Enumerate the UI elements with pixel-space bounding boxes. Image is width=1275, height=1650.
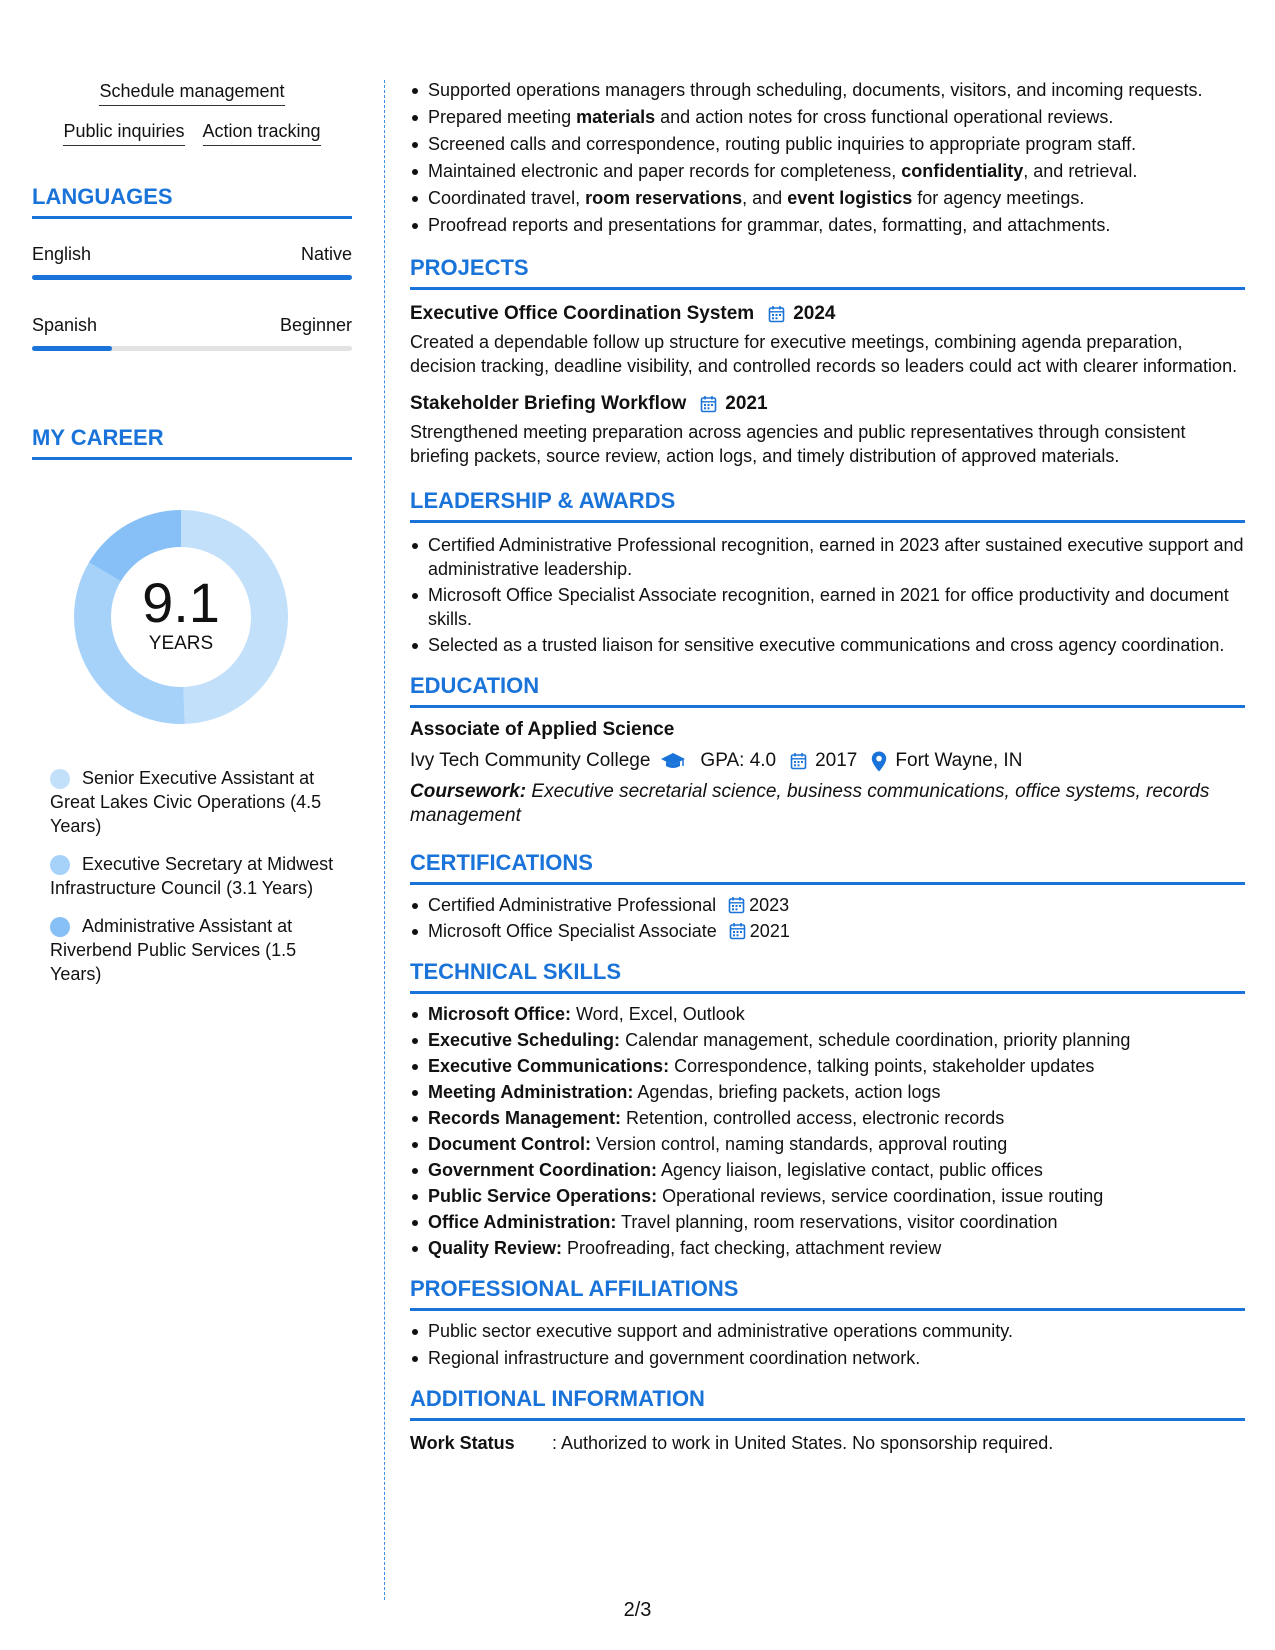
right-column <box>410 78 1245 1455</box>
section-title: MY CAREER <box>32 425 164 450</box>
left-column <box>32 80 352 1000</box>
info-label: Work Status <box>410 1433 515 1453</box>
affiliations-section <box>410 1276 1245 1370</box>
career-unit: YEARS <box>148 633 214 654</box>
career-total: 9.1 <box>142 571 220 634</box>
career-item-text: Administrative Assistant at Riverbend Public Services (1.5 Years) <box>50 916 297 984</box>
technical-skills-list <box>410 1002 1245 1260</box>
skill-label: Executive Communications: <box>428 1056 670 1076</box>
skill-value: Operational reviews, service coordination, issue routing <box>657 1186 1104 1206</box>
column-divider <box>384 80 385 1600</box>
list-item <box>410 893 1245 917</box>
section-title: CERTIFICATIONS <box>410 850 593 875</box>
language-item <box>32 243 352 280</box>
cert-name: Microsoft Office Specialist Associate <box>428 921 717 941</box>
project-name: Stakeholder Briefing Workflow <box>410 393 687 414</box>
language-bar-fill <box>32 275 352 280</box>
coursework-text: Executive secretarial science, business communications, office systems, records management <box>410 781 1210 826</box>
project-name: Executive Office Coordination System <box>410 303 755 324</box>
skill-item <box>410 1236 1245 1260</box>
projects-section <box>410 255 1245 468</box>
language-bar <box>32 275 352 280</box>
location-pin-icon <box>871 751 887 772</box>
skill-value: Word, Excel, Outlook <box>571 1004 745 1024</box>
skill-item <box>410 1054 1245 1078</box>
language-item <box>32 314 352 351</box>
awards-section <box>410 488 1245 657</box>
experience-bullet: Proofread reports and presentations for grammar, dates, formatting, and attachments. <box>410 213 1245 237</box>
certifications-section <box>410 850 1245 943</box>
skill-label: Document Control: <box>428 1134 591 1154</box>
calendar-icon <box>768 305 785 323</box>
skill-label: Government Coordination: <box>428 1160 657 1180</box>
list-item: Public sector executive support and administrative operations community. <box>410 1319 1245 1343</box>
section-rule <box>410 882 1245 885</box>
skill-tag: Action tracking <box>203 120 321 146</box>
list-item <box>410 919 1245 943</box>
section-rule <box>410 1418 1245 1421</box>
skill-item <box>410 1132 1245 1156</box>
awards-list <box>410 533 1245 657</box>
education-section <box>410 673 1245 828</box>
career-dot <box>50 855 70 875</box>
education-coursework <box>410 780 1245 828</box>
skill-label: Public Service Operations: <box>428 1186 658 1206</box>
experience-bullet: Coordinated travel, room reservations, and event logistics for agency meetings. <box>410 186 1245 210</box>
section-rule <box>32 216 352 219</box>
career-list <box>32 766 352 986</box>
skill-value: Retention, controlled access, electronic records <box>621 1108 1005 1128</box>
language-level: Beginner <box>279 315 352 335</box>
cert-year: 2021 <box>749 921 790 941</box>
career-item <box>50 852 352 900</box>
info-value: : Authorized to work in United States. No sponsorship required. <box>552 1433 1054 1453</box>
career-dot <box>50 917 70 937</box>
project-description: Strengthened meeting preparation across agencies and public representatives through consistent briefing packets, source review, action logs, and timely distribution of approved materials. <box>410 422 1186 466</box>
skill-item <box>410 1184 1245 1208</box>
career-dot <box>50 769 70 789</box>
project-year: 2024 <box>793 303 836 324</box>
languages-section <box>32 184 352 351</box>
section-title: PROFESSIONAL AFFILIATIONS <box>410 1276 739 1301</box>
experience-bullet: Prepared meeting materials and action notes for cross functional operational reviews. <box>410 105 1245 129</box>
career-item-text: Executive Secretary at Midwest Infrastructure Council (3.1 Years) <box>50 854 334 898</box>
skill-tags <box>32 80 352 146</box>
section-title: LANGUAGES <box>32 184 173 209</box>
career-item <box>50 914 352 986</box>
skill-label: Executive Scheduling: <box>428 1030 621 1050</box>
section-title: PROJECTS <box>410 255 529 280</box>
section-rule <box>32 457 352 460</box>
skill-value: Correspondence, talking points, stakeholder updates <box>669 1056 1095 1076</box>
skill-value: Agency liaison, legislative contact, public offices <box>657 1160 1043 1180</box>
education-degree: Associate of Applied Science <box>410 719 675 740</box>
info-row <box>410 1431 1245 1455</box>
skill-value: Proofreading, fact checking, attachment review <box>562 1238 942 1258</box>
skill-item <box>410 1158 1245 1182</box>
education-gpa: GPA: 4.0 <box>700 750 777 771</box>
language-name: Spanish <box>32 315 98 335</box>
page-number: 2/3 <box>623 1599 652 1621</box>
graduation-cap-icon <box>660 751 686 771</box>
skill-label: Microsoft Office: <box>428 1004 572 1024</box>
calendar-icon <box>790 752 807 770</box>
career-item-text: Senior Executive Assistant at Great Lakes Civic Operations (4.5 Years) <box>50 768 322 836</box>
cert-name: Certified Administrative Professional <box>428 895 717 915</box>
education-meta <box>410 748 1245 774</box>
cert-year: 2023 <box>749 895 790 915</box>
skill-item <box>410 1080 1245 1104</box>
project-description: Created a dependable follow up structure for executive meetings, combining agenda preparation, decision tracking, deadline visibility, and controlled records so leaders could act with clearer information. <box>410 332 1238 376</box>
section-title: EDUCATION <box>410 673 540 698</box>
skill-item <box>410 1210 1245 1234</box>
skill-tag: Schedule management <box>99 80 284 106</box>
coursework-label: Coursework: <box>410 781 527 802</box>
skill-value: Agendas, briefing packets, action logs <box>633 1082 941 1102</box>
section-title: ADDITIONAL INFORMATION <box>410 1386 705 1411</box>
section-rule <box>410 991 1245 994</box>
skill-label: Quality Review: <box>428 1238 563 1258</box>
list-item: Regional infrastructure and government coordination network. <box>410 1346 1245 1370</box>
experience-bullet: Screened calls and correspondence, routing public inquiries to appropriate program staff. <box>410 132 1245 156</box>
affiliations-list <box>410 1319 1245 1370</box>
skill-label: Office Administration: <box>428 1212 617 1232</box>
skill-item <box>410 1028 1245 1052</box>
skill-item <box>410 1106 1245 1130</box>
language-name: English <box>32 244 92 264</box>
skill-value: Calendar management, schedule coordination, priority planning <box>620 1030 1131 1050</box>
certifications-list <box>410 893 1245 943</box>
career-section <box>32 425 352 986</box>
education-school: Ivy Tech Community College <box>410 750 651 771</box>
calendar-icon <box>728 896 745 914</box>
language-bar <box>32 346 352 351</box>
education-location: Fort Wayne, IN <box>895 750 1023 771</box>
calendar-icon <box>700 395 717 413</box>
list-item: Selected as a trusted liaison for sensitive executive communications and cross agency coordination. <box>410 633 1245 657</box>
calendar-icon <box>729 922 746 940</box>
skill-value: Version control, naming standards, approval routing <box>590 1134 1008 1154</box>
section-rule <box>410 520 1245 523</box>
section-title: LEADERSHIP & AWARDS <box>410 488 676 513</box>
project-item <box>410 302 1245 378</box>
technical-skills-section <box>410 959 1245 1260</box>
education-year: 2017 <box>815 750 858 771</box>
career-donut <box>66 502 296 732</box>
language-level: Native <box>300 244 352 264</box>
section-rule <box>410 287 1245 290</box>
skill-label: Records Management: <box>428 1108 622 1128</box>
additional-section <box>410 1386 1245 1455</box>
list-item: Microsoft Office Specialist Associate recognition, earned in 2021 for office productivity and document skills. <box>410 583 1245 631</box>
skill-item <box>410 1002 1245 1026</box>
skill-label: Meeting Administration: <box>428 1082 634 1102</box>
experience-bullet: Supported operations managers through scheduling, documents, visitors, and incoming requests. <box>410 78 1245 102</box>
language-bar-fill <box>32 346 112 351</box>
skill-tag: Public inquiries <box>63 120 184 146</box>
experience-bullets <box>410 78 1245 237</box>
section-rule <box>410 705 1245 708</box>
list-item: Certified Administrative Professional recognition, earned in 2023 after sustained executive support and administrative leadership. <box>410 533 1245 581</box>
project-item <box>410 392 1245 468</box>
project-year: 2021 <box>725 393 768 414</box>
skill-value: Travel planning, room reservations, visitor coordination <box>616 1212 1058 1232</box>
experience-bullet: Maintained electronic and paper records for completeness, confidentiality, and retrieval. <box>410 159 1245 183</box>
section-rule <box>410 1308 1245 1311</box>
section-title: TECHNICAL SKILLS <box>410 959 622 984</box>
career-item <box>50 766 352 838</box>
